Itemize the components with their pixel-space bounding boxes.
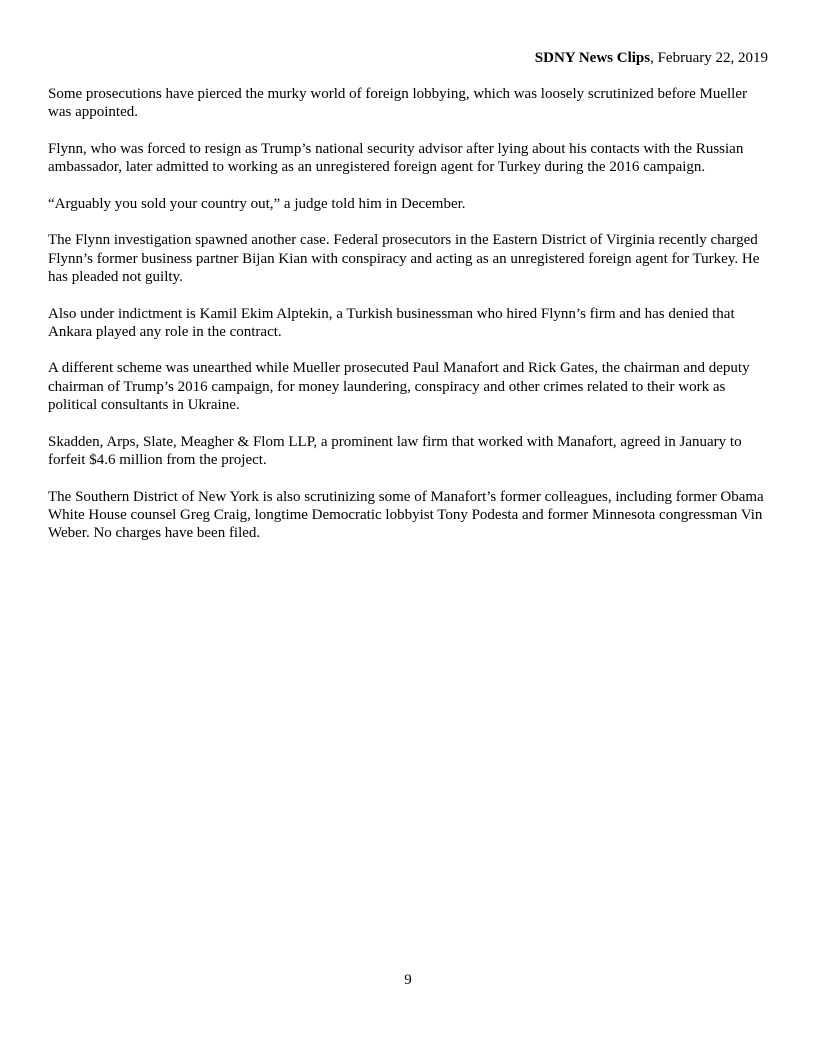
page-header [535, 49, 768, 67]
article-paragraph: Some prosecutions have pierced the murky world of foreign lobbying, which was loosely scrutinized before Mueller was appointed. [48, 86, 747, 121]
article-paragraph: Also under indictment is Kamil Ekim Alptekin, a Turkish businessman who hired Flynn’s firm and has denied that Ankara played any role in the contract. [48, 305, 735, 340]
article-paragraph: A different scheme was unearthed while Mueller prosecuted Paul Manafort and Rick Gates, the chairman and deputy chairman of Trump’s 2016 campaign, for money laundering, conspiracy and other crimes related to their work as political consultants in Ukraine. [48, 360, 750, 414]
publication-name: SDNY News Clips [534, 50, 651, 66]
article-paragraph: The Flynn investigation spawned another case. Federal prosecutors in the Eastern District of Virginia recently charged Flynn’s former business partner Bijan Kian with conspiracy and acting as an unregistered foreign agent for Turkey. He has pleaded not guilty. [48, 232, 760, 285]
article-paragraph: Flynn, who was forced to resign as Trump’s national security advisor after lying about his contacts with the Russian ambassador, later admitted to working as an unregistered foreign agent for Turkey during the 2016 campaign. [48, 140, 744, 176]
article-paragraph: The Southern District of New York is also scrutinizing some of Manafort’s former colleagues, including former Obama White House counsel Greg Craig, longtime Democratic lobbyist Tony Podesta and former Minnesota congressman Vin Weber. No charges have been filed. [48, 488, 764, 542]
article-paragraph: “Arguably you sold your country out,” a judge told him in December. [48, 195, 466, 212]
article-body [48, 85, 772, 561]
article-paragraph: Skadden, Arps, Slate, Meagher & Flom LLP, a prominent law firm that worked with Manafort, agreed in January to forfeit $4.6 million from the project. [48, 433, 742, 468]
page-number: 9 [404, 972, 412, 988]
publication-date: , February 22, 2019 [650, 50, 768, 66]
